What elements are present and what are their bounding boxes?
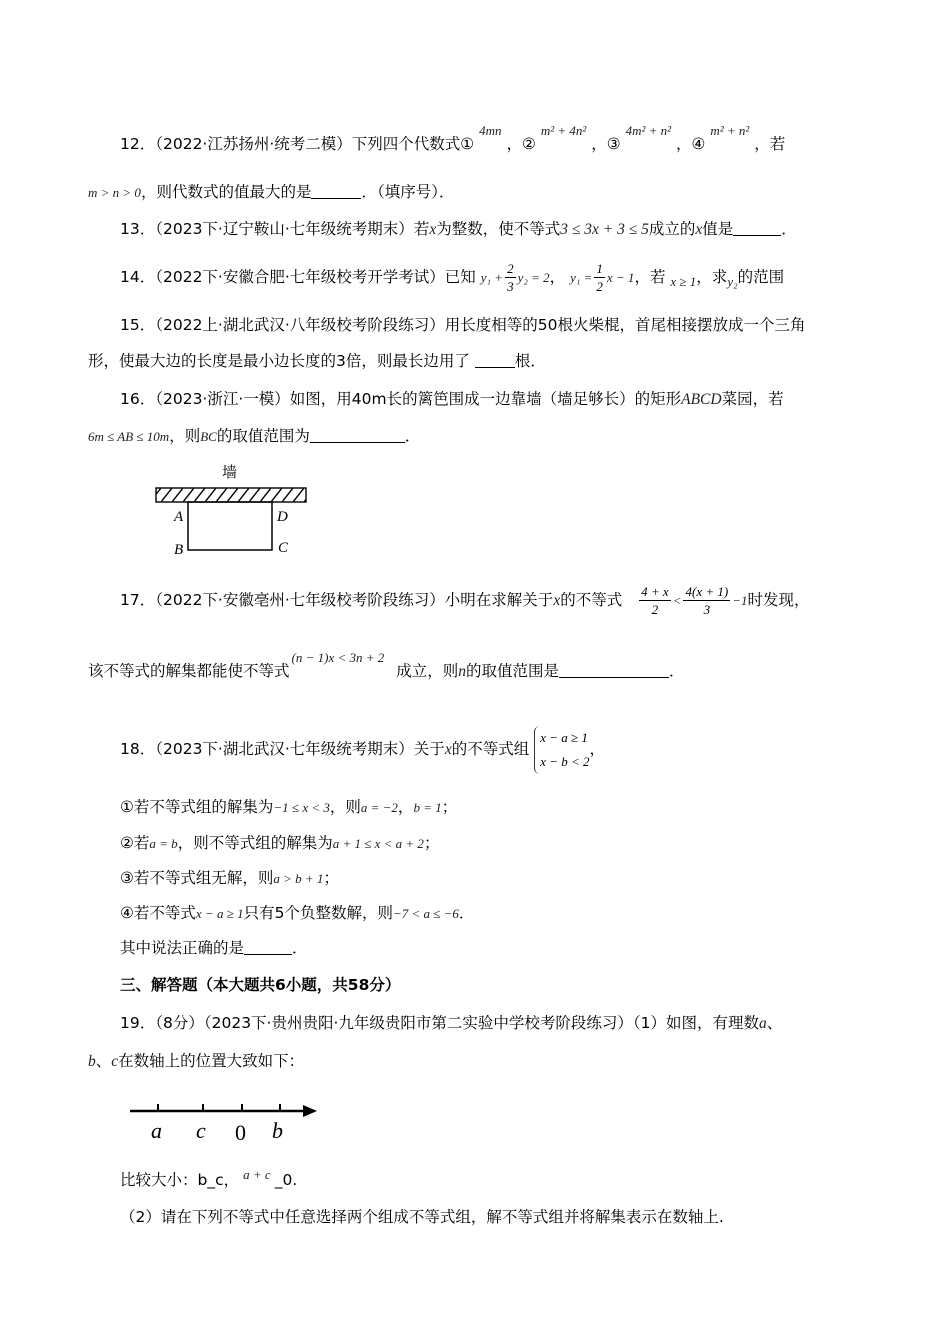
q12-expr1: 4mn — [479, 123, 502, 138]
q15-line2: 形，使最大边的长度是最小边长度的3倍，则最长边用了 根． — [88, 352, 546, 370]
q12-expr2: m² + 4n² — [540, 123, 587, 138]
q19-part2: （2）请在下列不等式中任意选择两个组成不等式组，解不等式组并将解集表示在数轴上. — [120, 1208, 724, 1226]
q19-line1: 19．（8分）（2023下·贵州贵阳·九年级贵阳市第二实验中学校考阶段练习）（1）如图，有理数a、 — [120, 1014, 783, 1032]
vertex-b: B — [174, 542, 184, 558]
answer-blank[interactable] — [733, 219, 781, 236]
vertex-a: A — [174, 509, 184, 525]
q18-inequality-system: x − a ≥ 1 x − b < 2 — [534, 726, 589, 774]
q16-garden-figure — [150, 460, 320, 560]
q16-line1: 16．（2023·浙江·一模）如图，用40m长的篱笆围成一边靠墙（墙足够长）的矩形ABCD菜园，若 — [120, 390, 784, 408]
q12-expr4: m² + n² — [710, 123, 750, 138]
axis-arrow-icon — [303, 1105, 317, 1117]
answer-blank[interactable] — [475, 351, 515, 368]
q18-statement-2: ②若a = b，则不等式组的解集为a + 1 ≤ x < a + 2； — [120, 834, 440, 852]
q14: 14．（2022下·安徽合肥·七年级校考开学考试）已知 y₁ + $\frac{2}{3}$ y₂ = 2， y₁ = $\frac{1}{2}$ x − 1，若 $_{x \ge 1}$，求$_{y_2}$的范围 — [120, 261, 785, 294]
wall-hatched — [156, 488, 306, 502]
q12-expr3: 4m² + n² — [625, 123, 672, 138]
q18-statement-1: ①若不等式组的解集为−1 ≤ x < 3，则a = −2，b = 1； — [120, 798, 458, 816]
q18-question: 其中说法正确的是 ． — [120, 939, 308, 957]
q12-line1: 12．（2022·江苏扬州·统考二模）下列四个代数式① $^{4mn}$ ，② $^{m^2 + 4n^2}$ ，③ $^{4m^2 + n^2}$ ，④ $^{m^2 + n^2}$ ，若 — [120, 123, 786, 153]
q15-line1: 15．（2022上·湖北武汉·八年级校考阶段练习）用长度相等的50根火柴棍，首尾相接摆放成一个三角 — [120, 316, 806, 334]
label-c: c — [196, 1118, 206, 1143]
q16-line2: 6m ≤ AB ≤ 10m，则BC的取值范围为 ． — [88, 427, 421, 445]
q17-line2: 该不等式的解集都能使不等式$^{(n - 1)x < 3n + 2}$成立，则n的取值范围是 ． — [88, 650, 685, 680]
wall-label: 墙 — [222, 463, 238, 481]
q18-statement-4: ④若不等式x − a ≥ 1只有5个负整数解，则−7 < a ≤ −6． — [120, 904, 475, 922]
q18-statement-3: ③若不等式组无解，则a > b + 1； — [120, 869, 339, 887]
q19-line2: b、c在数轴上的位置大致如下： — [88, 1052, 305, 1070]
q19-number-line — [125, 1095, 335, 1150]
answer-blank[interactable] — [311, 182, 361, 199]
answer-blank[interactable] — [244, 938, 292, 955]
q17-line1: 17．（2022下·安徽亳州·七年级校考阶段练习）小明在求解关于x的不等式 $\frac{4 + x}{2}$ < $\frac{4(x + 1)}{3}$ −1时发现， — [120, 584, 810, 617]
answer-blank[interactable] — [559, 661, 669, 678]
section-3-heading: 三、解答题（本大题共6小题，共58分） — [120, 976, 401, 994]
q13: 13．（2023下·辽宁鞍山·七年级统考期末）若x为整数，使不等式3 ≤ 3x + 3 ≤ 5成立的x值是 ． — [120, 220, 797, 238]
answer-blank[interactable] — [310, 426, 405, 443]
label-a: a — [151, 1118, 162, 1143]
vertex-c: C — [278, 540, 289, 556]
q12-line2: m > n > 0，则代数式的值最大的是 ．（填序号）． — [88, 183, 455, 201]
label-b: b — [272, 1118, 283, 1143]
vertex-d: D — [277, 509, 288, 525]
label-zero: 0 — [235, 1120, 246, 1145]
garden-rectangle — [188, 502, 272, 550]
q18-line1: 18．（2023下·湖北武汉·七年级统考期末）关于x的不等式组 x − a ≥ 1 x − b < 2 ， — [120, 724, 605, 775]
q19-compare: 比较大小：b_c， $^{a + c}$ _0. — [120, 1167, 298, 1189]
